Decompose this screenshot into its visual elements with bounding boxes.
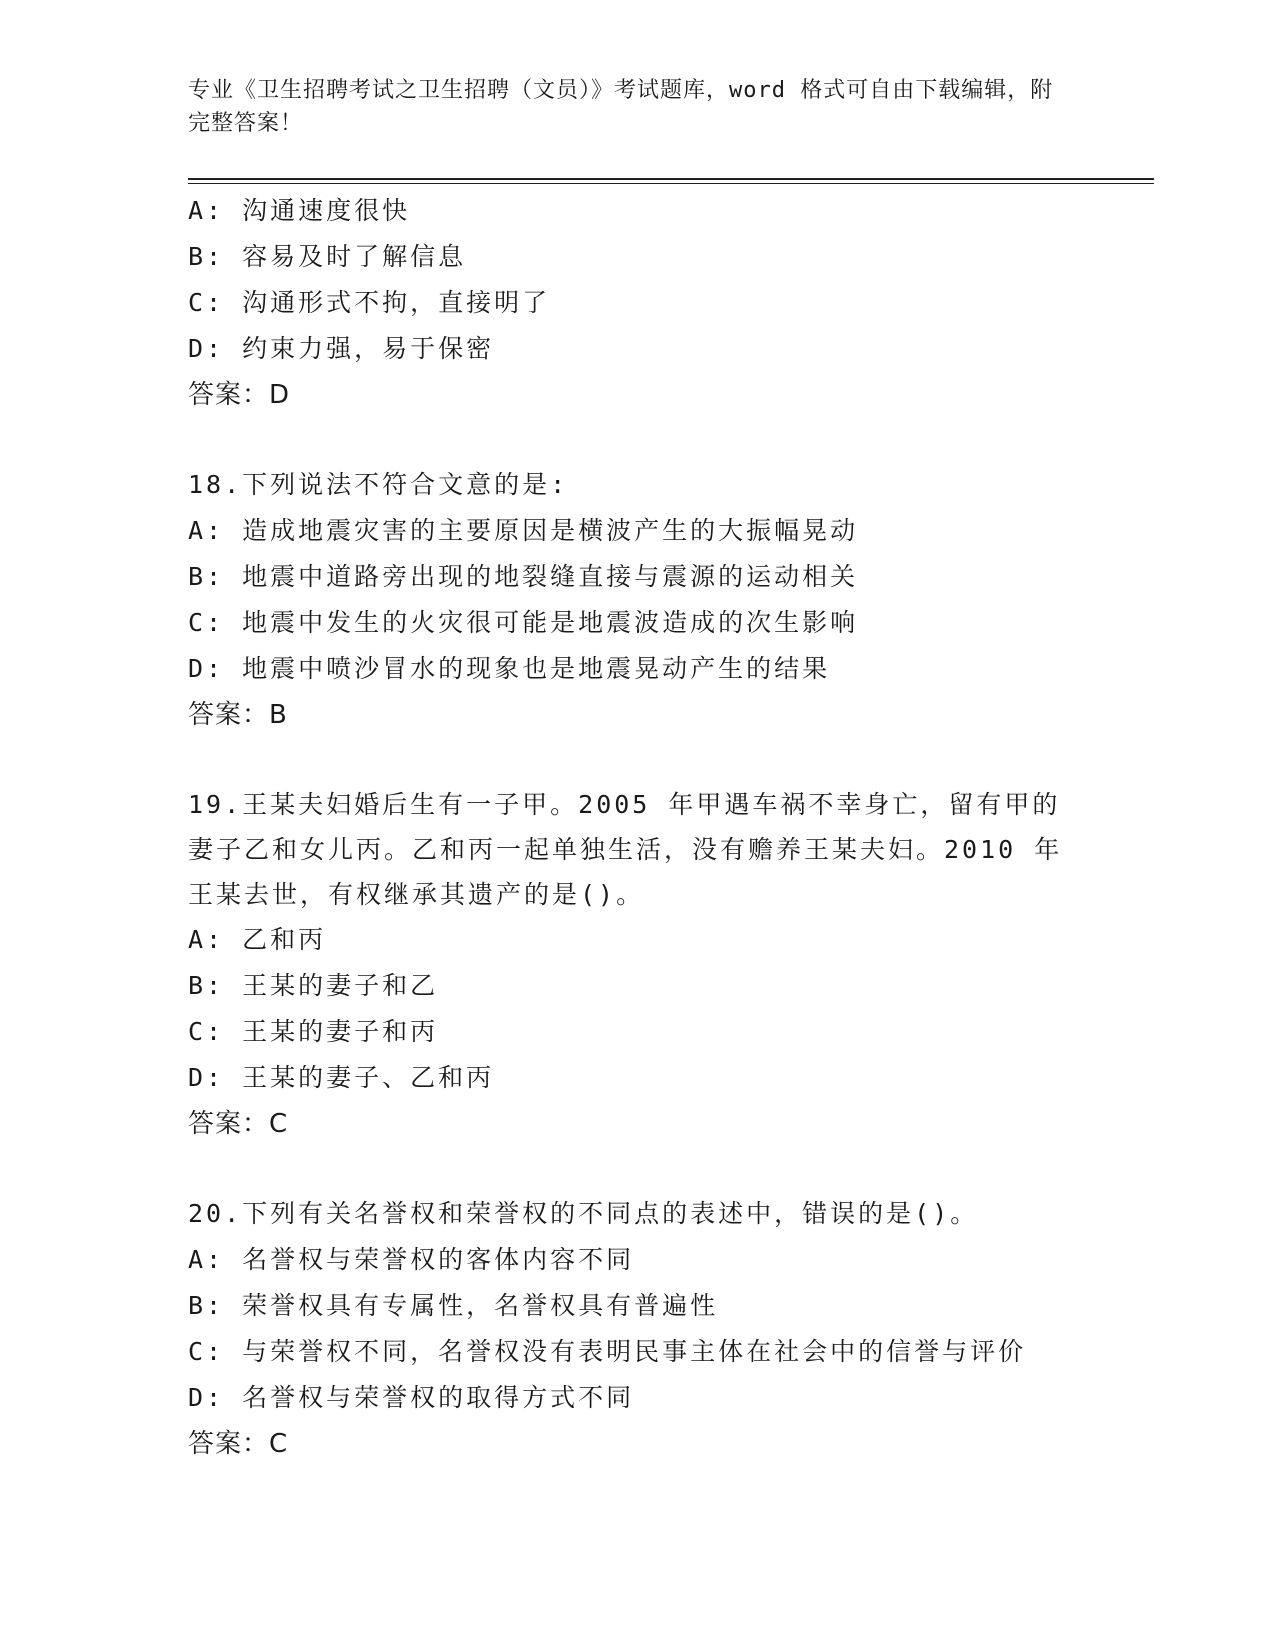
option-c: C: 沟通形式不拘，直接明了 <box>188 288 551 317</box>
option-d: D: 地震中喷沙冒水的现象也是地震晃动产生的结果 <box>188 654 831 683</box>
option-a: A: 造成地震灾害的主要原因是横波产生的大振幅晃动 <box>188 516 859 545</box>
option-d: D: 名誉权与荣誉权的取得方式不同 <box>188 1383 635 1412</box>
option-a: A: 乙和丙 <box>188 925 327 954</box>
header-rule-thick <box>188 178 1154 180</box>
question-stem: 19.王某夫妇婚后生有一子甲。2005 年甲遇车祸不幸身亡，留有甲的妻子乙和女儿丙。乙和丙一起单独生活，没有赡养王某夫妇。2010 年王某去世，有权继承其遗产的是()。 <box>188 790 1063 909</box>
question-20 <box>188 1191 1088 1467</box>
answer: 答案：B <box>188 700 288 730</box>
option-b: B: 王某的妻子和乙 <box>188 971 439 1000</box>
answer: 答案：C <box>188 1429 289 1459</box>
question-18 <box>188 462 1088 738</box>
answer: 答案：D <box>188 380 291 410</box>
option-b: B: 容易及时了解信息 <box>188 242 467 271</box>
header-rule-thin <box>188 183 1154 184</box>
document-header: 专业《卫生招聘考试之卫生招聘（文员）》考试题库，word 格式可自由下载编辑，附完整答案！ <box>188 78 1054 136</box>
option-d: D: 约束力强，易于保密 <box>188 334 495 363</box>
question-17 <box>188 188 1088 418</box>
option-c: C: 地震中发生的火灾很可能是地震波造成的次生影响 <box>188 608 859 637</box>
option-b: B: 地震中道路旁出现的地裂缝直接与震源的运动相关 <box>188 562 859 591</box>
option-b: B: 荣誉权具有专属性，名誉权具有普遍性 <box>188 1291 719 1320</box>
question-list <box>188 188 1088 1467</box>
option-c: C: 王某的妻子和丙 <box>188 1017 439 1046</box>
option-a: A: 名誉权与荣誉权的客体内容不同 <box>188 1245 635 1274</box>
option-d: D: 王某的妻子、乙和丙 <box>188 1063 495 1092</box>
option-a: A: 沟通速度很快 <box>188 196 411 225</box>
answer: 答案：C <box>188 1109 289 1139</box>
question-stem: 20.下列有关名誉权和荣誉权的不同点的表述中，错误的是()。 <box>188 1199 979 1228</box>
option-c: C: 与荣誉权不同，名誉权没有表明民事主体在社会中的信誉与评价 <box>188 1337 1027 1366</box>
question-19 <box>188 782 1088 1147</box>
question-stem: 18.下列说法不符合文意的是: <box>188 470 569 499</box>
